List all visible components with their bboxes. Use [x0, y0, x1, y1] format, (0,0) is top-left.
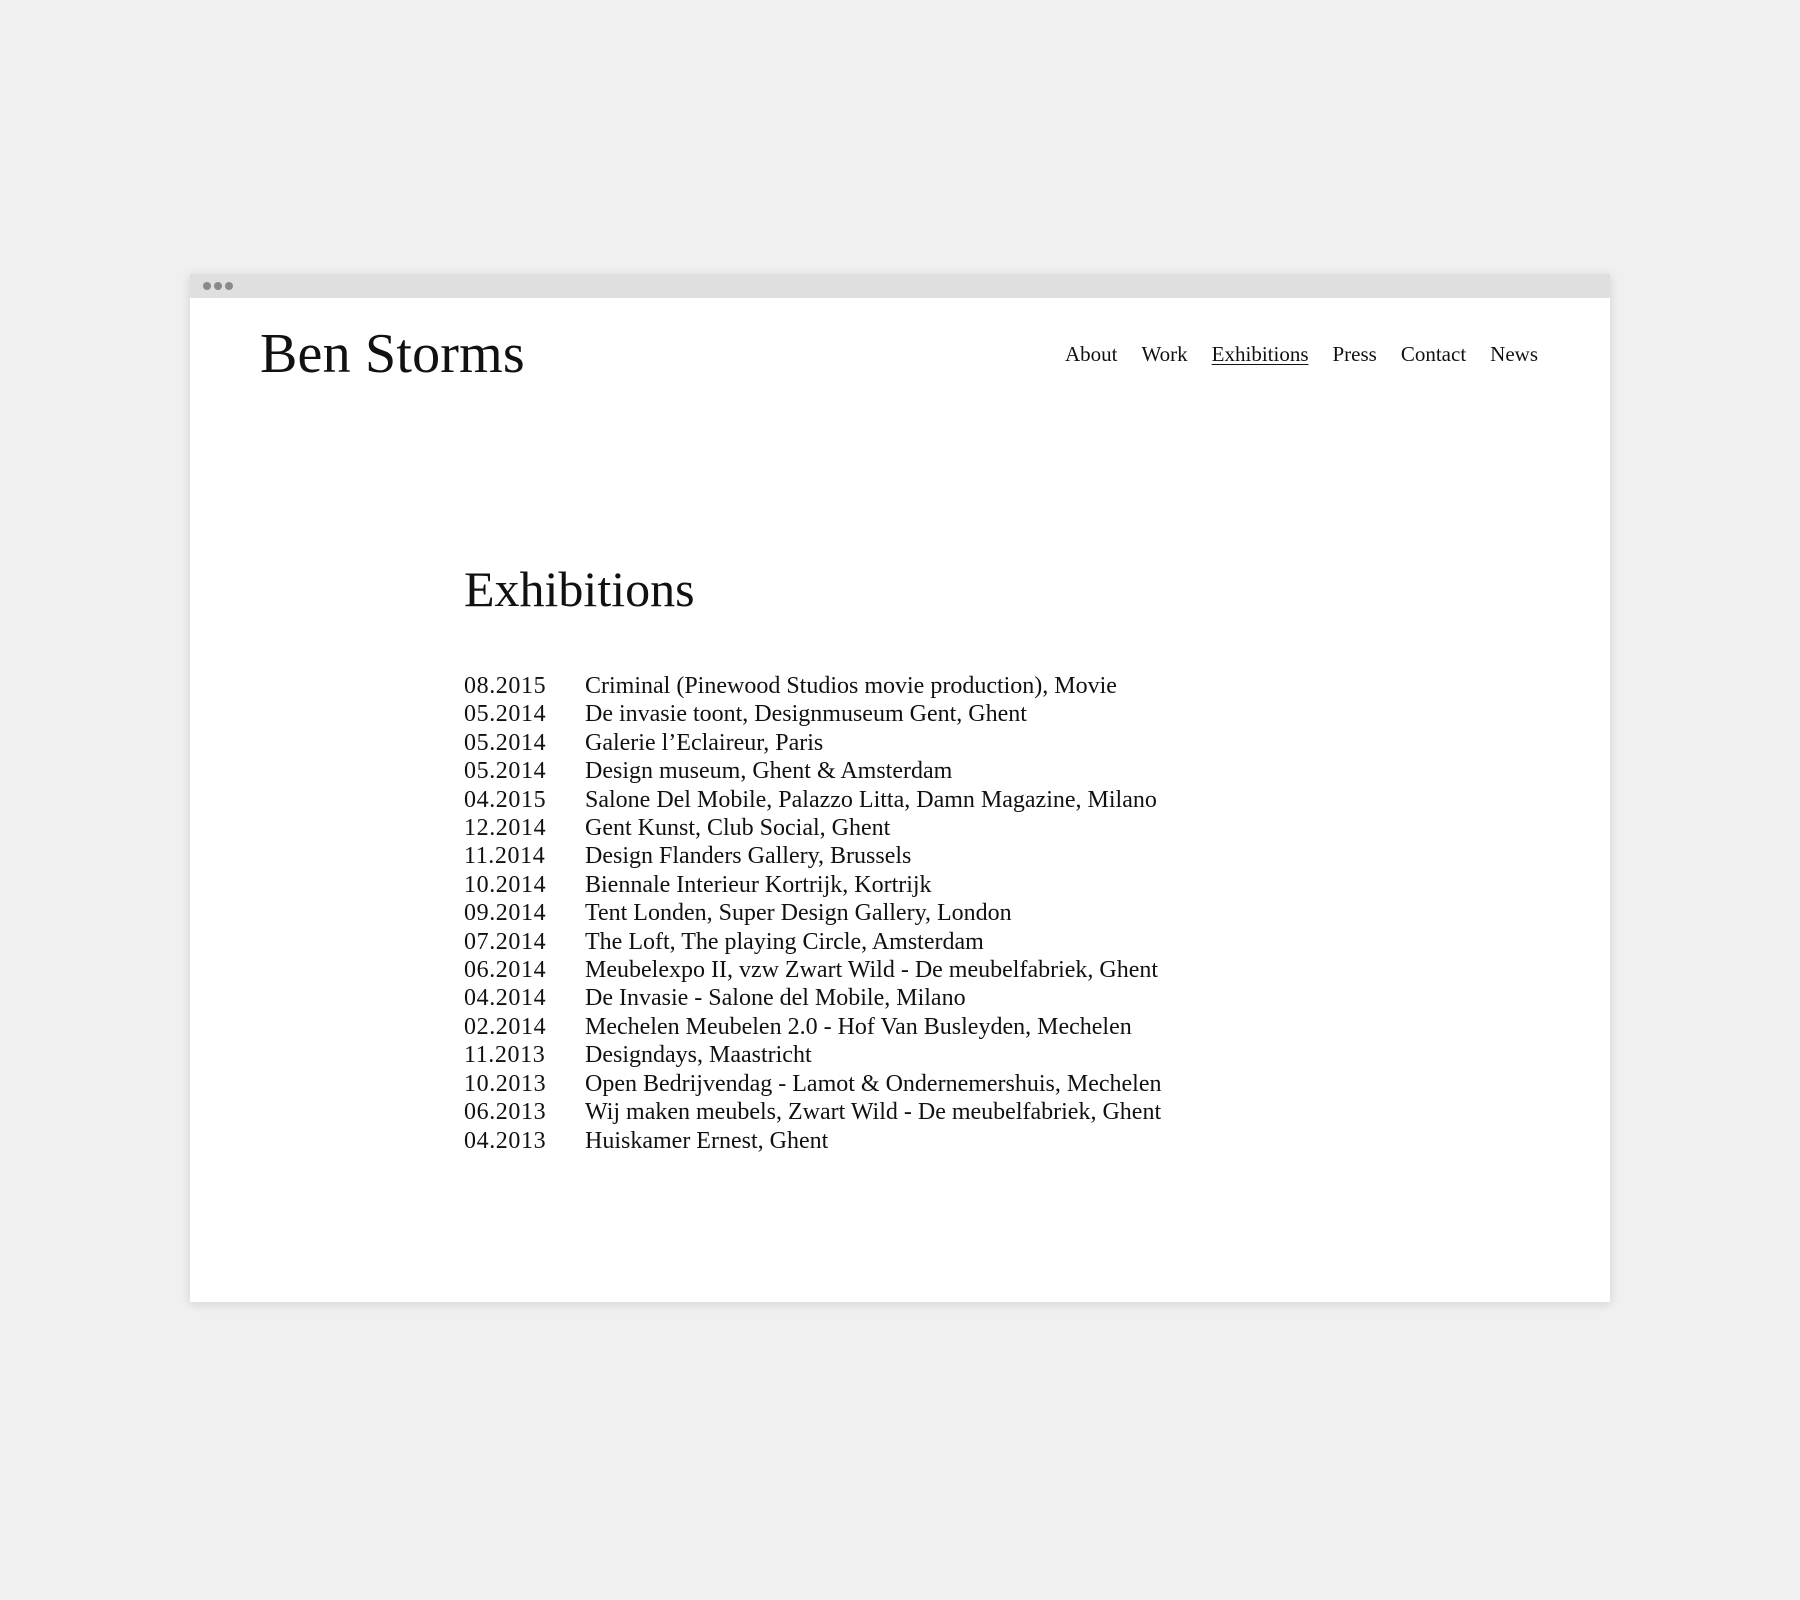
browser-title-bar: [190, 274, 1610, 298]
exhibition-title: Criminal (Pinewood Studios movie production), Movie: [585, 673, 1117, 699]
exhibition-row: [464, 786, 1162, 814]
exhibition-title: Mechelen Meubelen 2.0 - Hof Van Busleyden, Mechelen: [585, 1013, 1132, 1040]
exhibition-title: Biennale Interieur Kortrijk, Kortrijk: [585, 871, 932, 898]
exhibition-row: [464, 984, 1162, 1012]
exhibition-title: Wij maken meubels, Zwart Wild - De meubelfabriek, Ghent: [585, 1099, 1162, 1126]
exhibition-title: Galerie l’Eclaireur, Paris: [585, 729, 824, 756]
exhibition-title: Open Bedrijvendag - Lamot & Ondernemershuis, Mechelen: [585, 1070, 1162, 1097]
exhibition-date: 11.2014: [464, 843, 546, 870]
exhibition-date: 07.2014: [464, 928, 547, 955]
exhibition-title: The Loft, The playing Circle, Amsterdam: [585, 928, 984, 955]
window-dot-icon[interactable]: [214, 282, 222, 290]
exhibition-date: 09.2014: [464, 900, 547, 927]
exhibition-date: 05.2014: [464, 701, 547, 728]
exhibition-row: [464, 1013, 1162, 1041]
exhibition-row: [464, 1098, 1162, 1126]
exhibition-row: [464, 729, 1162, 757]
exhibition-date: 11.2013: [464, 1042, 546, 1069]
exhibition-date: 05.2014: [464, 758, 547, 785]
site-title[interactable]: Ben Storms: [260, 323, 525, 385]
exhibition-title: Meubelexpo II, vzw Zwart Wild - De meubelfabriek, Ghent: [585, 957, 1159, 984]
exhibition-row: [464, 700, 1162, 728]
exhibition-date: 10.2014: [464, 871, 547, 898]
exhibition-date: 10.2013: [464, 1070, 547, 1097]
exhibition-row: [464, 757, 1162, 785]
window-controls: [203, 282, 233, 290]
exhibition-date: 06.2014: [464, 957, 547, 984]
exhibition-row: [464, 1127, 1162, 1155]
exhibition-title: Huiskamer Ernest, Ghent: [585, 1127, 829, 1154]
nav-link-about[interactable]: About: [1065, 342, 1118, 366]
exhibition-row: [464, 871, 1162, 899]
exhibition-title: Designdays, Maastricht: [585, 1042, 812, 1069]
page-heading: Exhibitions: [464, 561, 695, 617]
exhibition-title: Design museum, Ghent & Amsterdam: [585, 758, 953, 785]
exhibition-row: [464, 1041, 1162, 1069]
exhibition-date: 02.2014: [464, 1013, 547, 1040]
nav-link-exhibitions[interactable]: Exhibitions: [1211, 342, 1309, 366]
exhibition-date: 05.2014: [464, 729, 547, 756]
exhibition-title: Gent Kunst, Club Social, Ghent: [585, 815, 891, 842]
exhibition-row: [464, 956, 1162, 984]
main-nav: [1065, 344, 1538, 365]
exhibition-row: [464, 672, 1162, 700]
exhibition-row: [464, 928, 1162, 956]
exhibition-date: 06.2013: [464, 1099, 547, 1126]
exhibition-date: 04.2014: [464, 985, 547, 1012]
exhibition-title: De Invasie - Salone del Mobile, Milano: [585, 985, 966, 1012]
window-dot-icon[interactable]: [203, 282, 211, 290]
exhibition-date: 04.2013: [464, 1127, 547, 1154]
exhibition-date: 12.2014: [464, 815, 547, 842]
exhibition-title: Salone Del Mobile, Palazzo Litta, Damn Magazine, Milano: [585, 786, 1157, 813]
exhibition-row: [464, 1070, 1162, 1098]
window-dot-icon[interactable]: [225, 282, 233, 290]
exhibition-list: [464, 672, 1162, 1155]
exhibition-date: 04.2015: [464, 786, 547, 813]
exhibition-date: 08.2015: [464, 673, 547, 699]
browser-window: [190, 274, 1610, 1302]
exhibition-title: De invasie toont, Designmuseum Gent, Ghent: [585, 701, 1027, 728]
exhibition-title: Design Flanders Gallery, Brussels: [585, 843, 912, 870]
nav-link-work[interactable]: Work: [1141, 342, 1188, 366]
nav-link-press[interactable]: Press: [1332, 342, 1377, 366]
exhibition-title: Tent Londen, Super Design Gallery, London: [585, 900, 1012, 927]
exhibition-row: [464, 814, 1162, 842]
nav-link-contact[interactable]: Contact: [1400, 342, 1467, 366]
exhibition-row: [464, 842, 1162, 870]
nav-link-news[interactable]: News: [1490, 342, 1538, 366]
exhibition-row: [464, 899, 1162, 927]
